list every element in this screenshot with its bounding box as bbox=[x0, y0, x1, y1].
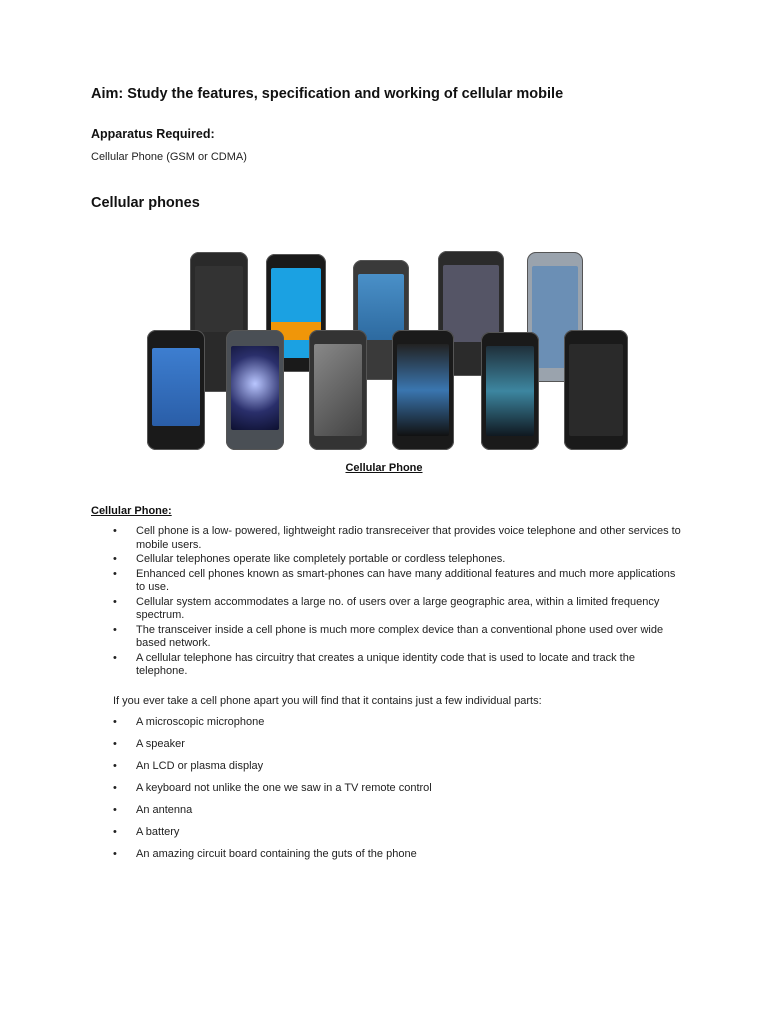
smartphones-collage-image bbox=[144, 248, 634, 453]
list-item: • A battery bbox=[113, 826, 432, 848]
cellular-phone-heading: Cellular Phone: bbox=[91, 505, 172, 517]
list-item: • A keyboard not unlike the one we saw in a TV remote control bbox=[113, 782, 432, 804]
phone-htc-evo-icon bbox=[564, 330, 628, 450]
cellular-phone-bullet-list bbox=[113, 525, 683, 680]
list-item: • A microscopic microphone bbox=[113, 716, 432, 738]
apparatus-heading: Apparatus Required: bbox=[91, 127, 215, 141]
list-item: • Cellular system accommodates a large no. of users over a large geographic area, within a limited frequency spectrum. bbox=[113, 596, 683, 623]
figure-caption: Cellular Phone bbox=[345, 462, 423, 474]
list-item: • Cell phone is a low- powered, lightweight radio transreceiver that provides voice telephone and other services to mobile users. bbox=[113, 525, 683, 552]
phone-motorola-atrix-icon bbox=[392, 330, 454, 450]
list-item: • Cellular telephones operate like completely portable or cordless telephones. bbox=[113, 553, 683, 567]
phone-droid-x-icon bbox=[309, 330, 367, 450]
phone-iphone-icon bbox=[147, 330, 205, 450]
list-item: • A speaker bbox=[113, 738, 432, 760]
list-item: • An LCD or plasma display bbox=[113, 760, 432, 782]
parts-intro: If you ever take a cell phone apart you will find that it contains just a few individual parts: bbox=[113, 695, 542, 707]
list-item: • An amazing circuit board containing the guts of the phone bbox=[113, 848, 432, 870]
phone-tmobile-icon bbox=[481, 332, 539, 450]
apparatus-text: Cellular Phone (GSM or CDMA) bbox=[91, 151, 247, 163]
list-item: • Enhanced cell phones known as smart-phones can have many additional features and much more applications to use. bbox=[113, 568, 683, 595]
list-item: • The transceiver inside a cell phone is much more complex device than a conventional phone used over wide based network. bbox=[113, 624, 683, 651]
aim-heading: Aim: Study the features, specification and working of cellular mobile bbox=[91, 86, 564, 102]
phone-samsung-galaxy-icon bbox=[226, 330, 284, 450]
parts-bullet-list bbox=[113, 716, 432, 870]
list-item: • A cellular telephone has circuitry that creates a unique identity code that is used to locate and track the telephone. bbox=[113, 652, 683, 679]
section-heading: Cellular phones bbox=[91, 195, 200, 211]
list-item: • An antenna bbox=[113, 804, 432, 826]
